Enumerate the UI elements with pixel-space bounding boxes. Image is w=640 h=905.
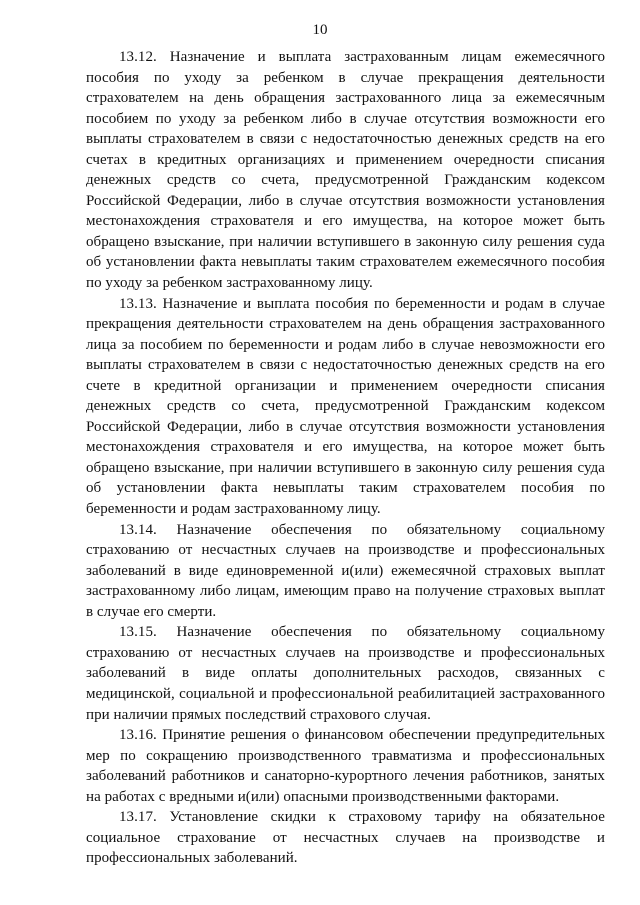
paragraph-13-16: 13.16. Принятие решения о финансовом обеспечении предупредительных мер по сокращению производственного травматизма и профессиональных заболеваний работников и санаторно-курортного лечения работников, занятых на работах с вредными и(или) опасными производственными факторами. — [86, 727, 605, 805]
paragraph-13-17: 13.17. Установление скидки к страховому тарифу на обязательное социальное страхование от несчастных случаев на производстве и профессиональных заболеваний. — [86, 809, 605, 867]
document-body — [86, 47, 605, 869]
paragraph-13-15: 13.15. Назначение обеспечения по обязательному социальному страхованию от несчастных случаев на производстве и профессиональных заболеваний в виде оплаты дополнительных расходов, связанных с медицинской, социальной и профессиональной реабилитацией застрахованного при наличии прямых последствий страхового случая. — [86, 624, 605, 723]
paragraph-13-14: 13.14. Назначение обеспечения по обязательному социальному страхованию от несчастных случаев на производстве и профессиональных заболеваний в виде единовременной и(или) ежемесячной страховых выплат застрахованному либо лицам, имеющим право на получение страховых выплат в случае его смерти. — [86, 521, 605, 620]
paragraph-13-13: 13.13. Назначение и выплата пособия по беременности и родам в случае прекращения деятельности страхователем на день обращения застрахованного лица за пособием по беременности и родам либо в случае невозможности его выплаты страхователем в связи с недостаточностью денежных средств на его счете в кредитной организации и применением очередности списания денежных средств со счета, предусмотренной Гражданским кодексом Российской Федерации, либо в случае отсутствия возможности установления местонахождения страхователя и его имущества, на которое может быть обращено взыскание, при наличии вступившего в законную силу решения суда об установлении факта невыплаты таким страхователем пособия по беременности и родам застрахованному лицу. — [86, 295, 605, 518]
paragraph-13-12: 13.12. Назначение и выплата застрахованным лицам ежемесячного пособия по уходу за ребенком в случае прекращения деятельности страхователем на день обращения застрахованного лица за ежемесячным пособием по уходу за ребенком либо в случае отсутствия возможности его выплаты страхователем в связи с недостаточностью денежных средств на его счетах в кредитных организациях и применением очередности списания денежных средств со счета, предусмотренной Гражданским кодексом Российской Федерации, либо в случае отсутствия возможности установления местонахождения страхователя и его имущества, на которое может быть обращено взыскание, при наличии вступившего в законную силу решения суда об установлении факта невыплаты таким страхователем ежемесячного пособия по уходу за ребенком застрахованному лицу. — [86, 49, 605, 292]
page-number: 10 — [312, 22, 328, 38]
